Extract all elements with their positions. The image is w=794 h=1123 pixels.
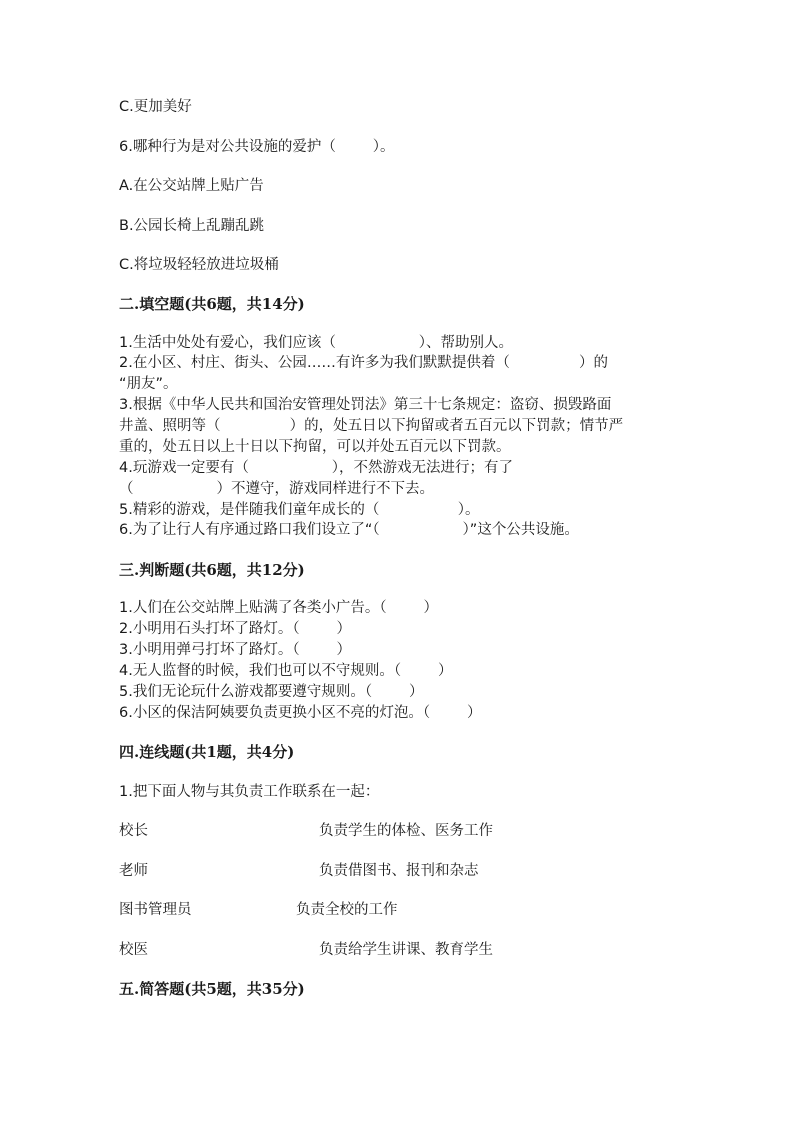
section3-line-6: 6.小区的保洁阿姨要负责更换小区不亮的灯泡。（ ）	[119, 705, 482, 721]
section3-heading: 三.判断题(共6题，共12分)	[119, 561, 305, 579]
section3-line-5: 5.我们无论玩什么游戏都要遵守规则。（ ）	[119, 684, 424, 700]
section2-line-6: 重的，处五日以上十日以下拘留，可以并处五百元以下罚款。	[119, 439, 511, 455]
match-left-4: 校医	[119, 942, 148, 958]
q6-option-c: C.将垃圾轻轻放进垃圾桶	[119, 257, 279, 273]
section3-line-2: 2.小明用石头打坏了路灯。（ ）	[119, 621, 351, 637]
q6-option-b: B.公园长椅上乱蹦乱跳	[119, 218, 265, 234]
section2-line-8: （ ）不遵守，游戏同样进行不下去。	[119, 481, 434, 497]
section2-line-1: 1.生活中处处有爱心，我们应该（ ）、帮助别人。	[119, 335, 514, 351]
section4-question: 1.把下面人物与其负责工作联系在一起：	[119, 784, 380, 800]
section2-line-4: 3.根据《中华人民共和国治安管理处罚法》第三十七条规定：盗窃、损毁路面	[119, 397, 612, 413]
match-left-3: 图书管理员	[119, 902, 192, 918]
section2-line-2: 2.在小区、村庄、街头、公园……有许多为我们默默提供着（ ）的	[119, 355, 608, 371]
q6-stem: 6.哪种行为是对公共设施的爱护（ ）。	[119, 139, 395, 155]
match-right-2: 负责借图书、报刊和杂志	[319, 863, 479, 879]
section3-line-3: 3.小明用弹弓打坏了路灯。（ ）	[119, 642, 351, 658]
section5-heading: 五.简答题(共5题，共35分)	[119, 980, 305, 998]
section2-line-5: 井盖、照明等（ ）的，处五日以下拘留或者五百元以下罚款；情节严	[119, 418, 624, 434]
section2-line-7: 4.玩游戏一定要有（ ），不然游戏无法进行；有了	[119, 460, 514, 476]
section3-line-1: 1.人们在公交站牌上贴满了各类小广告。（ ）	[119, 600, 438, 616]
section2-line-10: 6.为了让行人有序通过路口我们设立了“（ ）”这个公共设施。	[119, 522, 579, 538]
match-right-1: 负责学生的体检、医务工作	[319, 823, 493, 839]
section2-line-9: 5.精彩的游戏，是伴随我们童年成长的（ ）。	[119, 502, 480, 518]
section2-heading: 二.填空题(共6题，共14分)	[119, 295, 305, 313]
section4-heading: 四.连线题(共1题，共4分)	[119, 743, 295, 761]
match-left-1: 校长	[119, 823, 148, 839]
match-left-2: 老师	[119, 863, 148, 879]
section3-line-4: 4.无人监督的时候，我们也可以不守规则。（ ）	[119, 663, 453, 679]
match-right-3: 负责全校的工作	[296, 902, 398, 918]
section2-line-3: “朋友”。	[119, 376, 178, 392]
match-right-4: 负责给学生讲课、教育学生	[319, 942, 493, 958]
q6-option-a: A.在公交站牌上贴广告	[119, 178, 264, 194]
q5-option-c: C.更加美好	[119, 99, 192, 115]
